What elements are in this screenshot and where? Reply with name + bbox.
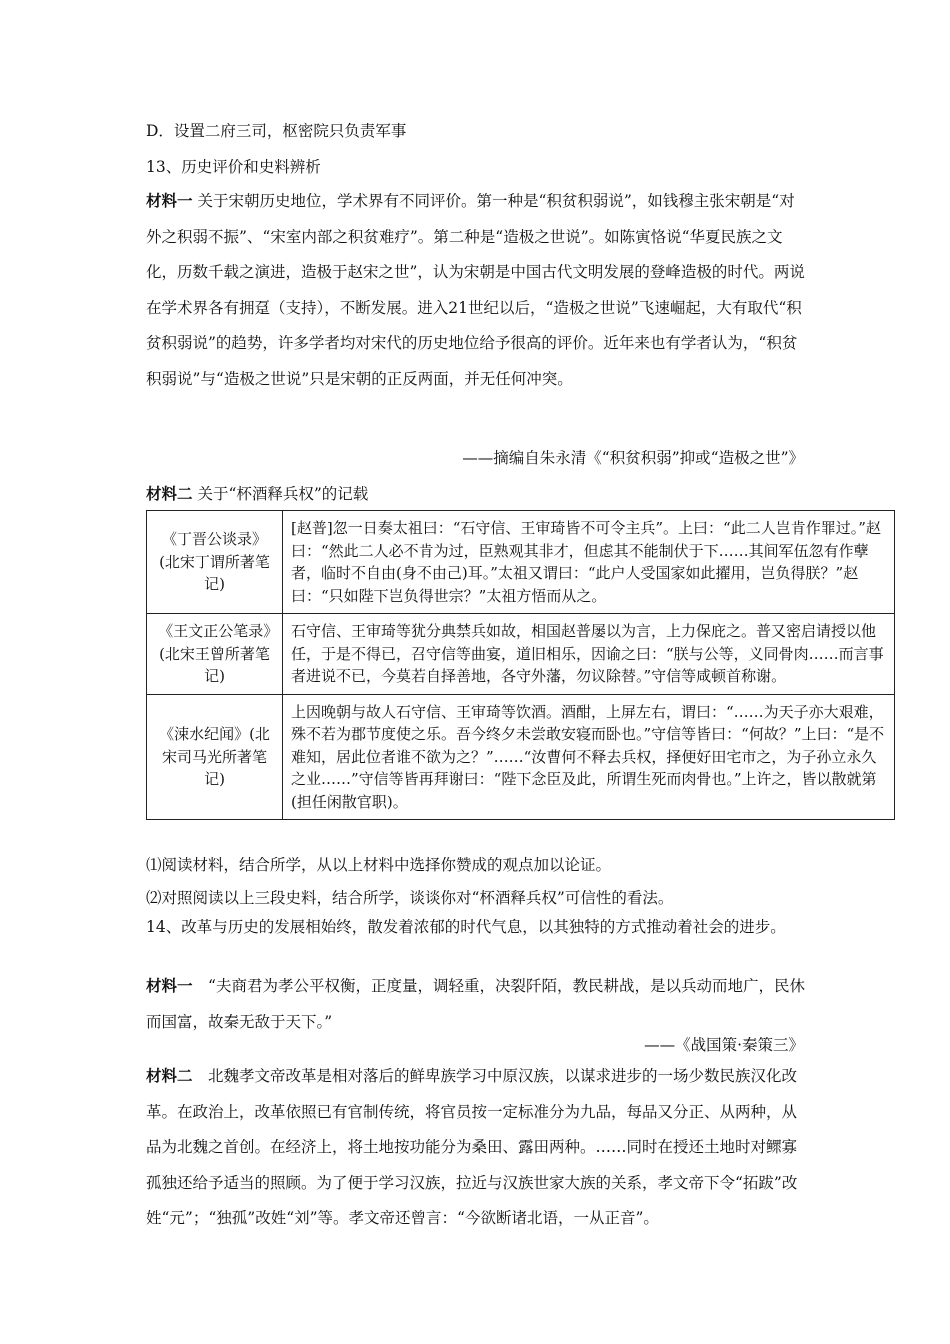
table-content-cell: 石守信、王审琦等犹分典禁兵如故，相国赵普屡以为言，上力保庇之。普又密启请授以他任，于是不得已，召守信等曲宴，道旧相乐，因谕之曰：“朕与公等，义同骨肉……而言事者进说不已，今莫若自择善地，各守外藩，勿议除替。”守信等咸顿首称谢。 (283, 614, 895, 695)
q13-material-one (146, 183, 810, 397)
q14-m1-source: ——《战国策·秦策三》 (644, 1036, 804, 1054)
q13-m1-label: 材料一 (146, 191, 193, 210)
q13-m1-source: ——摘编自朱永清《“积贫积弱”抑或“造极之世”》 (462, 449, 804, 467)
table-content-cell: [赵普]忽一日奏太祖曰：“石守信、王审琦皆不可令主兵”。上曰：“此二人岂肯作罪过。”赵曰：“然此二人必不肯为过，臣熟观其非才，但虑其不能制伏于下……其间军伍忽有作孽者，临时不自由(身不由己)耳。”太祖又谓曰：“此户人受国家如此擢用，岂负得朕？”赵曰：“只如陛下岂负得世宗？”太祖方悟而从之。 (283, 511, 895, 614)
q13-m2-label: 材料二 (146, 484, 193, 503)
q13-m2-text: 关于“杯酒释兵权”的记载 (192, 485, 369, 503)
table-row (147, 511, 895, 614)
q13-m1-text: 关于宋朝历史地位，学术界有不同评价。第一种是“积贫积弱说”，如钱穆主张宋朝是“对外之积弱不振”、“宋室内部之积贫难疗”。第二种是“造极之世说”。如陈寅恪说“华夏民族之文化，历数千载之演进，造极于赵宋之世”，认为宋朝是中国古代文明发展的登峰造极的时代。两说在学术界各有拥趸（支持），不断发展。进入21世纪以后，“造极之世说”飞速崛起，大有取代“积贫积弱说”的趋势，许多学者均对宋代的历史地位给予很高的评价。近年来也有学者认为，“积贫积弱说”与“造极之世说”只是宋朝的正反两面，并无任何冲突。 (146, 192, 805, 388)
q13-title: 13、历史评价和史料辨析 (146, 158, 321, 176)
q14-material-two (146, 1058, 810, 1237)
table-source-cell: 《涑水纪闻》(北宋司马光所著笔记) (147, 694, 283, 820)
table-content-cell: 上因晚朝与故人石守信、王审琦等饮酒。酒酣，上屏左右，谓曰：“……为天子亦大艰难，殊不若为郡节度使之乐。吾今终夕未尝敢安寝而卧也。”守信等皆曰：“何故？”上曰：“是不难知，居此位者谁不欲为之？”……“汝曹何不释去兵权，择便好田宅市之，为子孙立永久之业……”守信等皆再拜谢曰：“陛下念臣及此，所谓生死而肉骨也。”上许之，皆以散就第(担任闲散官职)。 (283, 694, 895, 820)
table-row (147, 694, 895, 820)
table-row (147, 614, 895, 695)
q14-title: 14、改革与历史的发展相始终，散发着浓郁的时代气息，以其独特的方式推动着社会的进步。 (146, 918, 786, 936)
table-source-cell: 《丁晋公谈录》(北宋丁谓所著笔记) (147, 511, 283, 614)
q13-subquestion-2: ⑵对照阅读以上三段史料，结合所学，谈谈你对“杯酒释兵权”可信性的看法。 (146, 889, 674, 907)
option-d: D．设置二府三司，枢密院只负责军事 (146, 122, 407, 140)
q14-m1-text: “夫商君为孝公平权衡，正度量，调轻重，决裂阡陌，教民耕战，是以兵动而地广，民休而国富，故秦无敌于天下。” (146, 977, 805, 1031)
records-table (146, 510, 895, 820)
q13-subquestion-1: ⑴阅读材料，结合所学，从以上材料中选择你赞成的观点加以论证。 (146, 856, 612, 874)
q14-m1-label: 材料一 (146, 976, 193, 995)
q14-material-one (146, 968, 810, 1040)
q14-m2-label: 材料二 (146, 1066, 193, 1085)
q14-m2-text: 北魏孝文帝改革是相对落后的鲜卑族学习中原汉族，以谋求进步的一场少数民族汉化改革。在政治上，改革依照已有官制传统，将官员按一定标准分为九品，每品又分正、从两种，从品为北魏之首创。在经济上，将土地按功能分为桑田、露田两种。……同时在授还土地时对鳏寡孤独还给予适当的照顾。为了便于学习汉族，拉近与汉族世家大族的关系，孝文帝下令“拓跋”改姓“元”；“独孤”改姓“刘”等。孝文帝还曾言：“今欲断诸北语，一从正音”。 (146, 1067, 798, 1227)
table-source-cell: 《王文正公笔录》(北宋王曾所著笔记) (147, 614, 283, 695)
q13-material-two-heading (146, 482, 368, 504)
